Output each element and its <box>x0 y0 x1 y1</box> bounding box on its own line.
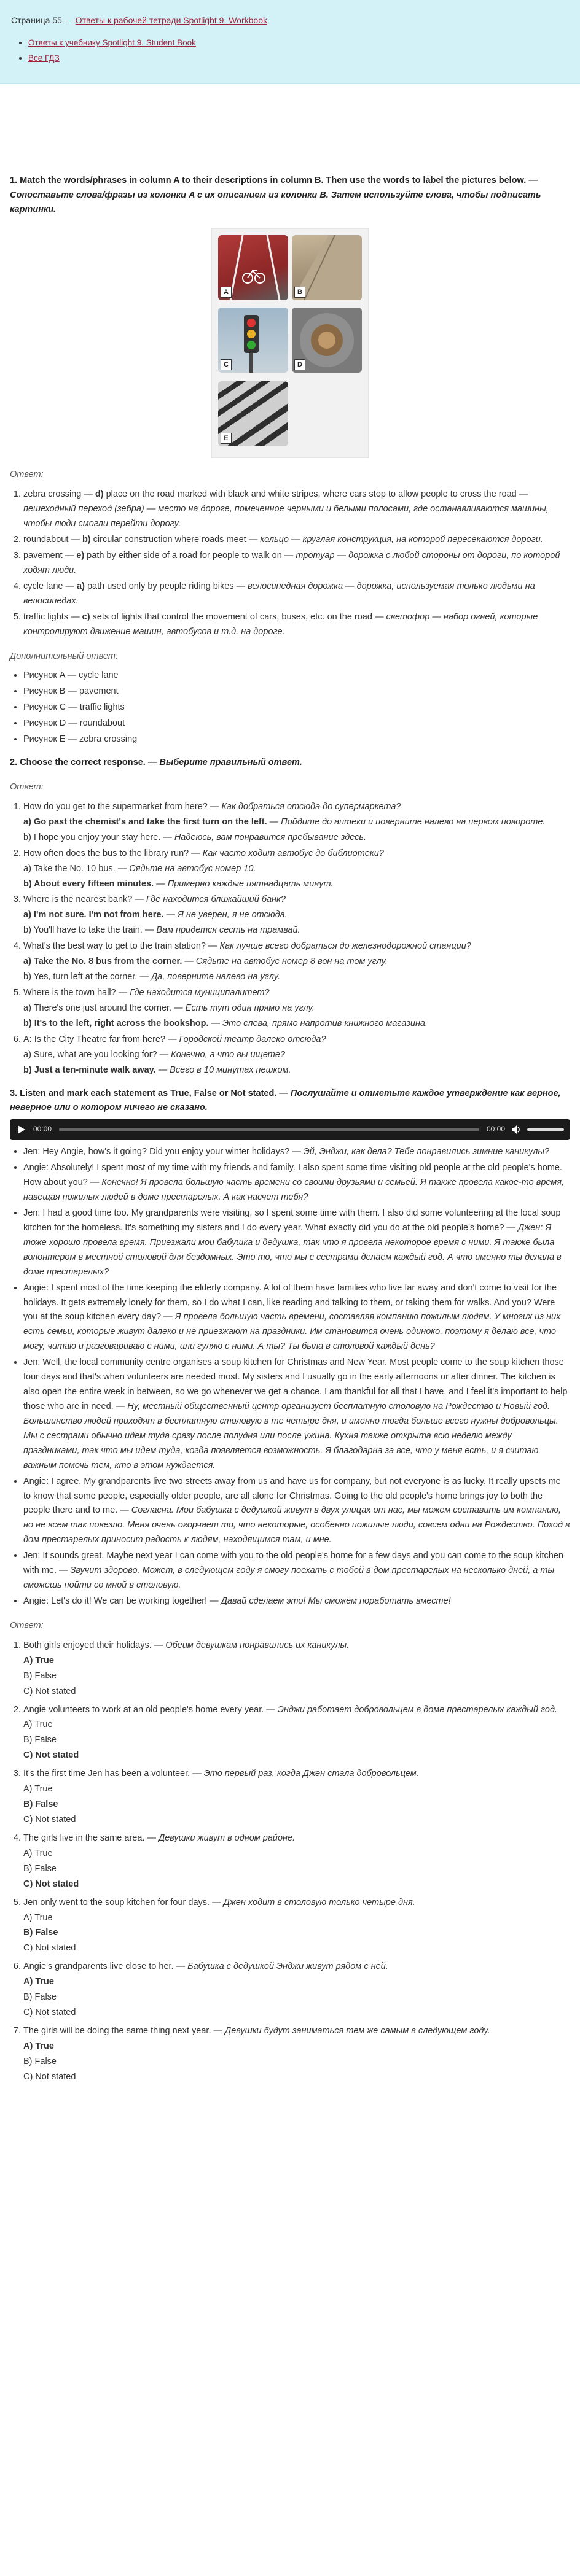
statement-option: A) True <box>23 1912 53 1923</box>
workbook-link[interactable]: Ответы к рабочей тетради Spotlight 9. Workbook <box>75 15 267 25</box>
response-option <box>23 923 570 938</box>
question-text: Where is the town hall? — <box>23 987 130 998</box>
response-option <box>23 955 570 969</box>
statement-option: A) True <box>23 2041 54 2051</box>
volume-slider[interactable] <box>527 1128 564 1131</box>
ex2-question <box>23 1033 570 1078</box>
statement-option: C) Not stated <box>23 1686 76 1696</box>
page-prefix: Страница 55 — <box>11 15 73 25</box>
dialog-ru: Я провела большую часть времени, составляя компанию пожилым людям. У многих из них есть семьи, которые живут далеко и не приезжают на праздники. Им становится очень одиноко, поэтому я делаю все, что могу, читаю и разговариваю с ними, или гуляю с ними. А ты? Ты была в столовой каждый день? <box>23 1312 561 1352</box>
ex1-extra-list <box>10 669 570 747</box>
student-book-link[interactable]: Ответы к учебнику Spotlight 9. Student Book <box>28 38 196 48</box>
ex1-extra-label: Дополнительный ответ: <box>10 651 118 661</box>
statement-option: B) False <box>23 1863 57 1874</box>
response-option <box>23 908 570 923</box>
statement-translation: Девушки будут заниматься тем же самым в следующем году. <box>225 2025 490 2036</box>
dialog-en: Angie: Let's do it! We can be working together! — <box>23 1596 221 1606</box>
dialog-line <box>23 1281 570 1355</box>
ex2-answer-list <box>10 800 570 1078</box>
all-gdz-link[interactable]: Все ГДЗ <box>28 53 60 63</box>
response-option <box>23 877 570 892</box>
statement-translation: Бабушка с дедушкой Энджи живут рядом с ней. <box>187 1961 388 1972</box>
question-text: A: Is the City Theatre far from here? — <box>23 1034 179 1044</box>
dialog-line <box>23 1594 570 1609</box>
statement-item <box>23 1767 570 1828</box>
statement-option: A) True <box>23 1784 53 1794</box>
dialog-en: Jen: Well, the local community centre organises a soup kitchen for Christmas and New Year. Most people come to the soup kitchen those four days and that's when volunteers are needed most. My sisters and I usually go in the early afternoons or after dinner. The kitchen is also open the entire week in between, so we go whenever we get a chance. I am thankful for all that I have, and I feel it's important to help those who are in need. — <box>23 1357 568 1412</box>
dialog-ru: Ну, местный общественный центр организует бесплатную столовую на Рождество и Новый год. Большинство людей приходят в бесплатную столовую в те четыре дня, и именно тогда больше всего нужны добровольцы. Мы с сестрами обычно идем туда сразу после полудня или после ужина. Кухня также открыта всю неделю между праздниками, так что мы идем туда, когда появляется возможность. Я благодарна за все, что у меня есть, и я считаю важным помочь тем, кто в этом нуждается. <box>23 1402 558 1470</box>
response-option <box>23 831 570 845</box>
dialog-ru: Давай сделаем это! Мы сможем поработать вместе! <box>221 1596 451 1606</box>
question-translation: Где находится ближайший банк? <box>146 894 286 905</box>
statement-option: B) False <box>23 2056 57 2066</box>
response-translation: — Это слева, прямо напротив книжного магазина. <box>208 1018 428 1028</box>
dialog-ru: Джен: Я тоже хорошо провела время. Приезжали мои бабушка и дедушка, так что я провела некоторое время с ними. Я также была волонтером в местной столовой для бездомных. Это то, что мы с сестрами делаем каждый год. А что именно ты делала в доме престарелых? <box>23 1222 562 1277</box>
statement-item <box>23 1639 570 1699</box>
picture-b <box>292 235 362 300</box>
ex1-item: 3. pavement — e) path by either side of a road for people to walk on — тротуар — дорожка с любой стороны от дороги, по которой ходят люди. <box>23 549 570 578</box>
response-text: a) There's one just around the corner. <box>23 1003 172 1013</box>
response-translation: — Да, поверните налево на углу. <box>137 972 281 982</box>
dialog-en: Angie: I agree. My grandparents live two streets away from us and have us for company, but not everyone is as lucky. It really upsets me to know that some people, especially older people, are all alone for Christmas. Going to the old people's home brings joy to both the people there and to me. — <box>23 1476 561 1516</box>
picture-d <box>292 308 362 373</box>
statement-item <box>23 2024 570 2085</box>
audio-player <box>10 1119 570 1140</box>
statement-item <box>23 1703 570 1764</box>
ex2-question <box>23 939 570 985</box>
dialog-line <box>23 1356 570 1473</box>
dialog-list <box>10 1145 570 1609</box>
ex2-answer-label: Ответ: <box>10 782 44 792</box>
statement-text: Angie's grandparents live close to her. — <box>23 1961 188 1972</box>
duration: 00:00 <box>486 1125 505 1134</box>
statement-option: C) Not stated <box>23 2008 76 2018</box>
picture-b-tag: B <box>294 287 305 298</box>
statement-option: A) True <box>23 1655 54 1666</box>
response-text: b) Just a ten-minute walk away. <box>23 1065 156 1075</box>
response-text: b) Yes, turn left at the corner. <box>23 972 138 982</box>
response-option <box>23 970 570 985</box>
statement-item <box>23 1896 570 1957</box>
dialog-en: Jen: It sounds great. Maybe next year I can come with you to the old people's home for a few days and you can come to the soup kitchen with me. — <box>23 1551 563 1576</box>
ex2-question <box>23 800 570 845</box>
picture-a-tag: A <box>221 287 232 298</box>
statement-text: The girls will be doing the same thing next year. — <box>23 2025 225 2036</box>
extra-item: • Рисунок C — traffic lights <box>23 700 570 715</box>
question-text: How often does the bus to the library run? — <box>23 848 203 858</box>
related-links-box <box>0 0 580 84</box>
response-translation: — Сядьте на автобус номер 8 вон на том углу. <box>182 956 388 967</box>
statement-translation: Это первый раз, когда Джен стала добровольцем. <box>203 1769 419 1779</box>
picture-c <box>218 308 288 373</box>
statement-option: C) Not stated <box>23 2071 76 2082</box>
question-text: Where is the nearest bank? — <box>23 894 146 905</box>
ex2-question <box>23 847 570 892</box>
statement-option: B) False <box>23 1735 57 1745</box>
ex1-title: 1. Match the words/phrases in column A to their descriptions in column B. Then use the words to label the pictures below. — Сопоставьте слова/фразы из колонки A с их описанием из колонки B. Затем используйте слова, чтобы подписать картинки. <box>10 175 541 215</box>
dialog-ru: Звучит здорово. Может, в следующем году я смогу поехать с тобой в дом престарелых на несколько дней, а ты сможешь пойти со мной в столовую. <box>23 1565 555 1591</box>
current-time: 00:00 <box>33 1125 52 1134</box>
response-text: b) I hope you enjoy your stay here. <box>23 832 161 842</box>
extra-item: • Рисунок E — zebra crossing <box>23 732 570 747</box>
picture-a <box>218 235 288 300</box>
picture-e <box>218 381 288 446</box>
question-text: What's the best way to get to the train station? — <box>23 941 220 952</box>
ex1-item: 1. zebra crossing — d) place on the road marked with black and white stripes, where cars stop to allow people to cross the road — пешеходный переход (зебра) — место на дороге, помеченное черными и белыми полосами, где останавливаются машины, чтобы люди смогли перейти дорогу. <box>23 487 570 532</box>
response-translation: — Я не уверен, я не отсюда. <box>163 910 288 920</box>
page-line <box>11 14 569 28</box>
statement-option: A) True <box>23 1720 53 1730</box>
response-option <box>23 815 570 830</box>
statement-option: C) Not stated <box>23 1879 79 1889</box>
ex2-question <box>23 893 570 938</box>
statement-translation: Энджи работает добровольцем в доме престарелых каждый год. <box>277 1704 558 1715</box>
extra-item: • Рисунок A — cycle lane <box>23 669 570 683</box>
response-text: b) It's to the left, right across the bookshop. <box>23 1018 209 1028</box>
progress-bar[interactable] <box>59 1128 479 1131</box>
response-text: a) Take the No. 10 bus. <box>23 863 116 874</box>
dialog-en: Jen: Hey Angie, how's it going? Did you enjoy your winter holidays? — <box>23 1147 304 1157</box>
statement-item <box>23 1831 570 1892</box>
statement-option: B) False <box>23 1799 58 1810</box>
statement-option: C) Not stated <box>23 1943 76 1953</box>
response-text: b) You'll have to take the train. <box>23 925 143 936</box>
dialog-line <box>23 1206 570 1280</box>
response-translation: — Вам придется сесть на трамвай. <box>142 925 300 936</box>
dialog-en: Jen: I had a good time too. My grandparents were visiting, so I spent some time with them. I also did some volunteering at the local soup kitchen for the homeless. It's something my sisters and I do every year. What exactly did you do at the old people's home? — <box>23 1208 561 1233</box>
statement-translation: Джен ходит в столовую только четыре дня. <box>223 1897 415 1907</box>
statement-text: Both girls enjoyed their holidays. — <box>23 1640 166 1650</box>
statement-translation: Обеим девушкам понравились их каникулы. <box>165 1640 350 1650</box>
picture-d-tag: D <box>294 359 305 370</box>
statement-option: A) True <box>23 1977 54 1987</box>
ex2-title: 2. Choose the correct response. — Выберите правильный ответ. <box>10 758 302 768</box>
play-button[interactable] <box>16 1124 27 1135</box>
dialog-line <box>23 1145 570 1160</box>
ex3-title: 3. Listen and mark each statement as True, False or Not stated. — Послушайте и отметьте каждое утверждение как верное, неверное или о котором ничего не сказано. <box>10 1088 561 1113</box>
response-option <box>23 862 570 877</box>
ex3-answer-list <box>10 1639 570 2085</box>
volume-button[interactable] <box>511 1124 522 1135</box>
ex1-answer-label: Ответ: <box>10 470 44 480</box>
statement-text: It's the first time Jen has been a volunteer. — <box>23 1769 204 1779</box>
dialog-ru: Согласна. Мои бабушка с дедушкой живут в двух улицах от нас, мы можем составить им компанию, но не всем так повезло. Меня очень огорчает то, что некоторые, особенно пожилые люди, совсем одни на Рождество. Поход в дом престарелых приносит радость к людям, находящимся там, и мне. <box>23 1505 570 1545</box>
statement-option: B) False <box>23 1670 57 1681</box>
dialog-line <box>23 1549 570 1593</box>
response-option <box>23 1017 570 1031</box>
statement-option: A) True <box>23 1848 53 1858</box>
statement-text: The girls live in the same area. — <box>23 1833 159 1843</box>
response-translation: — Примерно каждые пятнадцать минут. <box>154 879 334 889</box>
dialog-ru: Конечно! Я провела большую часть времени со своими друзьями и семьей. Я также провела какое-то время, навещая пожилых людей в доме престарелых. А как насчет тебя? <box>23 1177 564 1203</box>
ex2-question <box>23 986 570 1031</box>
extra-item: • Рисунок D — roundabout <box>23 716 570 731</box>
ex1-item: 4. cycle lane — a) path used only by people riding bikes — велосипедная дорожка — дорожка, используемая только людьми на велосипедах. <box>23 580 570 609</box>
response-text: a) Sure, what are you looking for? <box>23 1049 157 1060</box>
ex1-item: 2. roundabout — b) circular construction where roads meet — кольцо — круглая конструкция, на которой пересекаются дороги. <box>23 533 570 548</box>
response-translation: — Есть тут один прямо на углу. <box>171 1003 315 1013</box>
ex1-item: 5. traffic lights — c) sets of lights that control the movement of cars, buses, etc. on the road — светофор — набор огней, которые контролируют движение машин, автобусов и т.д. на дороге. <box>23 610 570 640</box>
response-text: a) Go past the chemist's and take the first turn on the left. <box>23 817 267 827</box>
dialog-ru: Эй, Энджи, как дела? Тебе понравились зимние каникулы? <box>303 1147 550 1157</box>
picture-e-tag: E <box>221 433 232 444</box>
question-translation: Как часто ходит автобус до библиотеки? <box>202 848 384 858</box>
statement-item <box>23 1960 570 2020</box>
question-translation: Как лучше всего добраться до железнодорожной станции? <box>219 941 471 952</box>
dialog-line <box>23 1161 570 1205</box>
volume-icon <box>512 1125 522 1134</box>
response-option <box>23 1048 570 1063</box>
dialog-line <box>23 1475 570 1548</box>
question-translation: Где находится муниципалитет? <box>130 987 270 998</box>
extra-item: • Рисунок B — pavement <box>23 685 570 699</box>
statement-option: C) Not stated <box>23 1750 79 1761</box>
dialog-en: Angie: Absolutely! I spent most of my time with my friends and family. I also spent some time visiting old people at the old people's home. How about you? — <box>23 1163 562 1188</box>
response-text: a) Take the No. 8 bus from the corner. <box>23 956 182 967</box>
response-option <box>23 1001 570 1016</box>
ex1-answer-list <box>10 487 570 639</box>
response-translation: — Надеюсь, вам понравится пребывание здесь. <box>160 832 367 842</box>
exercise-pictures <box>211 228 369 458</box>
response-text: a) I'm not sure. I'm not from here. <box>23 910 164 920</box>
response-text: b) About every fifteen minutes. <box>23 879 154 889</box>
statement-option: C) Not stated <box>23 1814 76 1825</box>
statement-translation: Девушки живут в одном районе. <box>159 1833 296 1843</box>
statement-option: B) False <box>23 1992 57 2003</box>
statement-option: B) False <box>23 1928 58 1938</box>
picture-c-tag: C <box>221 359 232 370</box>
question-text: How do you get to the supermarket from here? — <box>23 801 222 812</box>
response-option <box>23 1063 570 1078</box>
ex3-answer-label: Ответ: <box>10 1620 44 1631</box>
response-translation: — Конечно, а что вы ищете? <box>157 1049 286 1060</box>
dialog-en: Angie: I spent most of the time keeping the elderly company. A lot of them have families who live far away and don't come to visit for the holidays. It gets extremely lonely for them, so I do what I can, like reading and talking to them, or taking them for walks. And you? Were you at the soup kitchen every day? — <box>23 1282 557 1322</box>
response-translation: — Пойдите до аптеки и поверните налево на первом повороте. <box>267 817 546 827</box>
question-translation: Городской театр далеко отсюда? <box>179 1034 326 1044</box>
play-icon <box>18 1125 25 1134</box>
question-translation: Как добраться отсюда до супермаркета? <box>221 801 401 812</box>
response-translation: — Всего в 10 минутах пешком. <box>155 1065 291 1075</box>
response-translation: — Сядьте на автобус номер 10. <box>115 863 256 874</box>
statement-text: Angie volunteers to work at an old people's home every year. — <box>23 1704 278 1715</box>
statement-text: Jen only went to the soup kitchen for four days. — <box>23 1897 224 1907</box>
